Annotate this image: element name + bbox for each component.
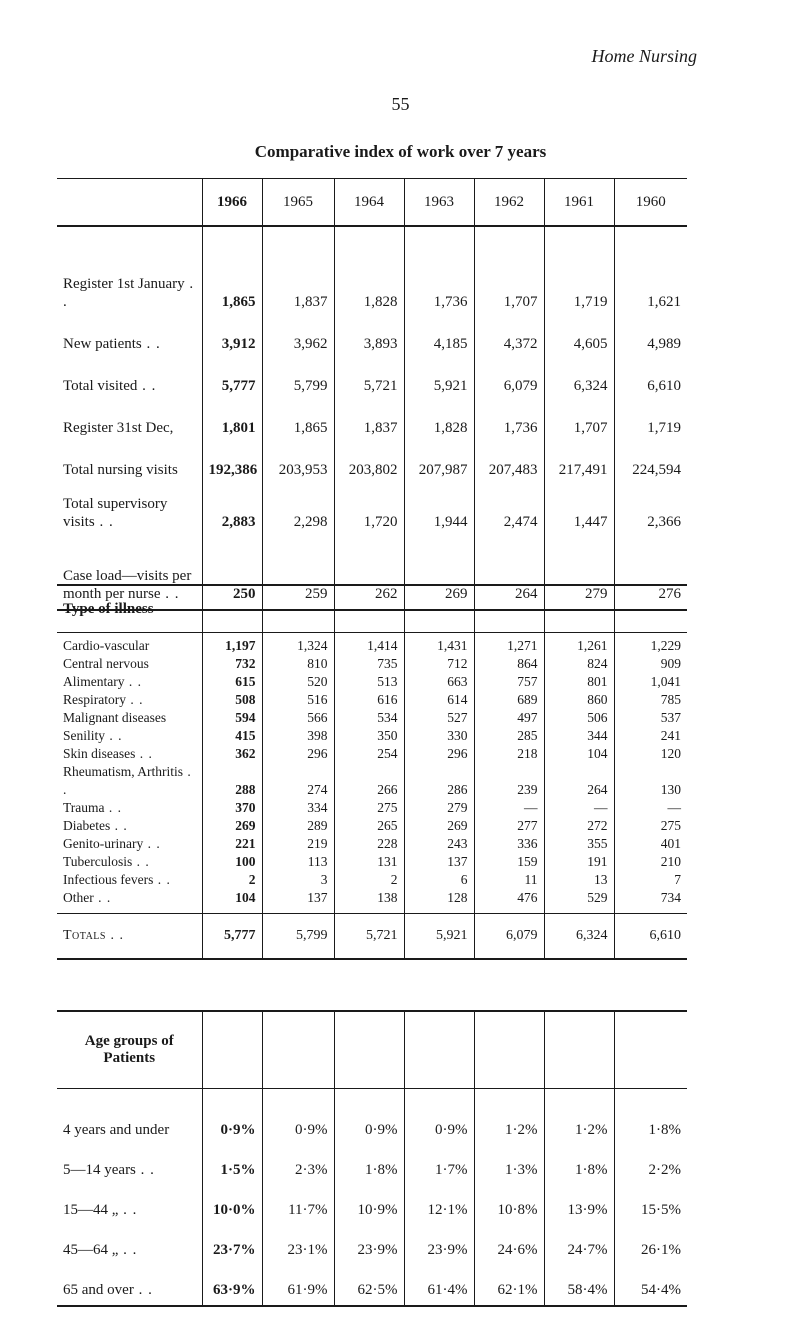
cell-1963: 1·7%: [404, 1141, 474, 1181]
cell-1965: 5,799: [262, 355, 334, 397]
cell-1960: 54·4%: [614, 1261, 687, 1306]
cell-1966: 1·5%: [202, 1141, 262, 1181]
cell-1963: 614: [404, 691, 474, 709]
cell-1960: 120: [614, 745, 687, 763]
illness-row: [57, 853, 687, 871]
cell-1965: 398: [262, 727, 334, 745]
cell-1961: 1·2%: [544, 1089, 614, 1142]
cell-1966: 2,883: [202, 481, 262, 533]
cell-1963: 1,828: [404, 397, 474, 439]
cell-1966: 1,865: [202, 226, 262, 313]
cell-1961: 1·8%: [544, 1141, 614, 1181]
cell-1960: 7: [614, 871, 687, 889]
cell-1960: 537: [614, 709, 687, 727]
cell-1962: 864: [474, 655, 544, 673]
cell-1966: 2: [202, 871, 262, 889]
cell-1963: 330: [404, 727, 474, 745]
cell-1966: 104: [202, 889, 262, 914]
row-label: 15—44 „ . .: [57, 1181, 202, 1221]
cell-1961: —: [544, 799, 614, 817]
cell-1965: 3,962: [262, 313, 334, 355]
illness-row: [57, 763, 687, 799]
cell-1961: 1,719: [544, 226, 614, 313]
row-label: Diabetes . .: [57, 817, 202, 835]
row-label: 5—14 years . .: [57, 1141, 202, 1181]
cell-1965: 566: [262, 709, 334, 727]
cell-1962: 689: [474, 691, 544, 709]
cell-1960: 785: [614, 691, 687, 709]
cell-1960: 6,610: [614, 355, 687, 397]
cell-1964: 23·9%: [334, 1221, 404, 1261]
header-blank: [474, 585, 544, 633]
cell-1964: 131: [334, 853, 404, 871]
cell-1962: 476: [474, 889, 544, 914]
cell-1960: 15·5%: [614, 1181, 687, 1221]
summary-row: [57, 355, 687, 397]
cell-1961: 824: [544, 655, 614, 673]
row-label: Other . .: [57, 889, 202, 914]
cell-1963: 243: [404, 835, 474, 853]
cell-1961: 24·7%: [544, 1221, 614, 1261]
cell-1965: 3: [262, 871, 334, 889]
cell-1962: 4,372: [474, 313, 544, 355]
summary-row: [57, 397, 687, 439]
cell-1962: 2,474: [474, 481, 544, 533]
cell-1963: 663: [404, 673, 474, 691]
cell-1960: 275: [614, 817, 687, 835]
summary-row: [57, 313, 687, 355]
cell-1965: 2·3%: [262, 1141, 334, 1181]
illness-row: [57, 633, 687, 656]
cell-1966: 362: [202, 745, 262, 763]
summary-row: [57, 226, 687, 313]
cell-1963: 712: [404, 655, 474, 673]
cell-1966: 269: [202, 817, 262, 835]
cell-1960: 1·8%: [614, 1089, 687, 1142]
cell-1965: 259: [262, 533, 334, 610]
cell-1964: 10·9%: [334, 1181, 404, 1221]
header-blank: [404, 1011, 474, 1089]
row-label: Register 1st January . .: [57, 226, 202, 313]
cell-1964: 254: [334, 745, 404, 763]
illness-row: [57, 673, 687, 691]
cell-1960: 276: [614, 533, 687, 610]
header-blank: [614, 585, 687, 633]
cell-1963: 12·1%: [404, 1181, 474, 1221]
row-label: Skin diseases . .: [57, 745, 202, 763]
cell-1966: 192,386: [202, 439, 262, 481]
cell-1960: 130: [614, 763, 687, 799]
running-header: Home Nursing: [591, 46, 697, 66]
cell-1965: 810: [262, 655, 334, 673]
year-header: 1963: [404, 179, 474, 227]
cell-1963: 128: [404, 889, 474, 914]
cell-1963: 61·4%: [404, 1261, 474, 1306]
row-label: Total nursing visits: [57, 439, 202, 481]
cell-1964: 5,721: [334, 355, 404, 397]
header-blank: [404, 585, 474, 633]
cell-1962: 10·8%: [474, 1181, 544, 1221]
cell-1963: 279: [404, 799, 474, 817]
totals-label: Totals . .: [57, 914, 202, 960]
cell-1960: 734: [614, 889, 687, 914]
cell-1962: —: [474, 799, 544, 817]
row-label: Case load—visits per month per nurse . .: [57, 533, 202, 610]
cell-1961: 1,447: [544, 481, 614, 533]
cell-1964: 275: [334, 799, 404, 817]
cell-1966: 370: [202, 799, 262, 817]
year-header: 1964: [334, 179, 404, 227]
cell-1964: 262: [334, 533, 404, 610]
cell-1961: 217,491: [544, 439, 614, 481]
cell-1965: 137: [262, 889, 334, 914]
cell-1960: 241: [614, 727, 687, 745]
year-header: 1960: [614, 179, 687, 227]
cell-1963: 269: [404, 533, 474, 610]
cell-1966: 100: [202, 853, 262, 871]
cell-1963: 296: [404, 745, 474, 763]
cell-1961: 104: [544, 745, 614, 763]
cell-1962: 757: [474, 673, 544, 691]
cell-1965: 1,837: [262, 226, 334, 313]
cell-1966: 221: [202, 835, 262, 853]
row-label: Alimentary . .: [57, 673, 202, 691]
cell-1961: 13·9%: [544, 1181, 614, 1221]
cell-1960: 210: [614, 853, 687, 871]
cell-1965: 274: [262, 763, 334, 799]
row-label: Respiratory . .: [57, 691, 202, 709]
total-1961: 6,324: [544, 914, 614, 960]
cell-1964: 2: [334, 871, 404, 889]
cell-1962: 1,271: [474, 633, 544, 656]
summary-row: [57, 439, 687, 481]
cell-1966: 3,912: [202, 313, 262, 355]
cell-1964: 0·9%: [334, 1089, 404, 1142]
header-blank: [262, 585, 334, 633]
total-1964: 5,721: [334, 914, 404, 960]
cell-1965: 516: [262, 691, 334, 709]
summary-row: [57, 481, 687, 533]
row-label: Central nervous: [57, 655, 202, 673]
age-row: [57, 1181, 687, 1221]
cell-1965: 1,865: [262, 397, 334, 439]
cell-1964: 266: [334, 763, 404, 799]
row-label: Register 31st Dec,: [57, 397, 202, 439]
age-row: [57, 1221, 687, 1261]
row-label: 45—64 „ . .: [57, 1221, 202, 1261]
year-header-row: [57, 179, 687, 227]
cell-1964: 228: [334, 835, 404, 853]
cell-1960: 909: [614, 655, 687, 673]
cell-1966: 508: [202, 691, 262, 709]
cell-1963: 137: [404, 853, 474, 871]
cell-1966: 63·9%: [202, 1261, 262, 1306]
row-label: Total visited . .: [57, 355, 202, 397]
row-label: Rheumatism, Arthritis . .: [57, 763, 202, 799]
cell-1960: 224,594: [614, 439, 687, 481]
cell-1960: 4,989: [614, 313, 687, 355]
cell-1961: 191: [544, 853, 614, 871]
cell-1962: 497: [474, 709, 544, 727]
header-blank: [334, 1011, 404, 1089]
cell-1961: 6,324: [544, 355, 614, 397]
total-1965: 5,799: [262, 914, 334, 960]
cell-1960: 26·1%: [614, 1221, 687, 1261]
cell-1965: 23·1%: [262, 1221, 334, 1261]
cell-1960: 2,366: [614, 481, 687, 533]
illness-row: [57, 799, 687, 817]
total-1966: 5,777: [202, 914, 262, 960]
header-blank: [614, 1011, 687, 1089]
header-blank: [544, 1011, 614, 1089]
cell-1962: 62·1%: [474, 1261, 544, 1306]
cell-1964: 350: [334, 727, 404, 745]
cell-1964: 3,893: [334, 313, 404, 355]
cell-1964: 1·8%: [334, 1141, 404, 1181]
cell-1961: 529: [544, 889, 614, 914]
row-label: Tuberculosis . .: [57, 853, 202, 871]
illness-row: [57, 745, 687, 763]
cell-1966: 615: [202, 673, 262, 691]
illness-header-row: [57, 585, 687, 633]
cell-1965: 11·7%: [262, 1181, 334, 1221]
cell-1960: 401: [614, 835, 687, 853]
header-blank: [544, 585, 614, 633]
cell-1966: 0·9%: [202, 1089, 262, 1142]
cell-1965: 520: [262, 673, 334, 691]
cell-1964: 1,828: [334, 226, 404, 313]
cell-1962: 336: [474, 835, 544, 853]
cell-1963: 527: [404, 709, 474, 727]
row-label: Malignant diseases: [57, 709, 202, 727]
cell-1965: 296: [262, 745, 334, 763]
age-groups-table: [57, 1010, 687, 1307]
cell-1962: 11: [474, 871, 544, 889]
age-row: [57, 1261, 687, 1306]
cell-1962: 24·6%: [474, 1221, 544, 1261]
cell-1964: 735: [334, 655, 404, 673]
year-header: 1965: [262, 179, 334, 227]
cell-1960: —: [614, 799, 687, 817]
row-label: Genito-urinary . .: [57, 835, 202, 853]
cell-1962: 1,736: [474, 397, 544, 439]
row-label: Senility . .: [57, 727, 202, 745]
year-header: 1966: [202, 179, 262, 227]
age-heading: Age groups of Patients: [57, 1011, 202, 1089]
cell-1961: 58·4%: [544, 1261, 614, 1306]
cell-1961: 506: [544, 709, 614, 727]
illness-row: [57, 817, 687, 835]
cell-1964: 513: [334, 673, 404, 691]
cell-1962: 1·3%: [474, 1141, 544, 1181]
cell-1960: 1,719: [614, 397, 687, 439]
cell-1961: 801: [544, 673, 614, 691]
cell-1964: 1,837: [334, 397, 404, 439]
cell-1960: 1,041: [614, 673, 687, 691]
cell-1961: 13: [544, 871, 614, 889]
cell-1963: 1,736: [404, 226, 474, 313]
cell-1966: 288: [202, 763, 262, 799]
age-row: [57, 1089, 687, 1142]
cell-1961: 272: [544, 817, 614, 835]
cell-1963: 0·9%: [404, 1089, 474, 1142]
summary-table: [57, 178, 687, 611]
illness-row: [57, 871, 687, 889]
total-1963: 5,921: [404, 914, 474, 960]
header-blank: [202, 1011, 262, 1089]
cell-1961: 355: [544, 835, 614, 853]
cell-1963: 1,431: [404, 633, 474, 656]
illness-row: [57, 655, 687, 673]
cell-1962: 1·2%: [474, 1089, 544, 1142]
cell-1965: 219: [262, 835, 334, 853]
illness-row: [57, 709, 687, 727]
header-blank: [202, 585, 262, 633]
cell-1961: 279: [544, 533, 614, 610]
cell-1965: 2,298: [262, 481, 334, 533]
totals-row: [57, 914, 687, 960]
cell-1963: 269: [404, 817, 474, 835]
cell-1966: 5,777: [202, 355, 262, 397]
cell-1963: 5,921: [404, 355, 474, 397]
illness-row: [57, 691, 687, 709]
cell-1962: 285: [474, 727, 544, 745]
total-1962: 6,079: [474, 914, 544, 960]
cell-1961: 344: [544, 727, 614, 745]
age-row: [57, 1141, 687, 1181]
cell-1962: 277: [474, 817, 544, 835]
cell-1965: 0·9%: [262, 1089, 334, 1142]
cell-1962: 207,483: [474, 439, 544, 481]
cell-1961: 860: [544, 691, 614, 709]
cell-1963: 6: [404, 871, 474, 889]
cell-1966: 1,801: [202, 397, 262, 439]
row-label: Cardio-vascular: [57, 633, 202, 656]
cell-1961: 264: [544, 763, 614, 799]
cell-1962: 264: [474, 533, 544, 610]
cell-1964: 616: [334, 691, 404, 709]
cell-1966: 594: [202, 709, 262, 727]
row-label: Trauma . .: [57, 799, 202, 817]
illness-table: [57, 584, 687, 960]
cell-1962: 1,707: [474, 226, 544, 313]
cell-1964: 1,720: [334, 481, 404, 533]
cell-1965: 289: [262, 817, 334, 835]
cell-1966: 250: [202, 533, 262, 610]
header-blank: [57, 179, 202, 227]
cell-1965: 203,953: [262, 439, 334, 481]
cell-1964: 534: [334, 709, 404, 727]
cell-1964: 265: [334, 817, 404, 835]
cell-1964: 1,414: [334, 633, 404, 656]
cell-1963: 4,185: [404, 313, 474, 355]
illness-row: [57, 727, 687, 745]
cell-1964: 138: [334, 889, 404, 914]
cell-1961: 1,261: [544, 633, 614, 656]
cell-1965: 334: [262, 799, 334, 817]
cell-1961: 4,605: [544, 313, 614, 355]
year-header: 1962: [474, 179, 544, 227]
cell-1961: 1,707: [544, 397, 614, 439]
header-blank: [262, 1011, 334, 1089]
cell-1966: 732: [202, 655, 262, 673]
cell-1966: 23·7%: [202, 1221, 262, 1261]
illness-row: [57, 835, 687, 853]
illness-heading: Type of illness: [57, 585, 202, 633]
cell-1966: 415: [202, 727, 262, 745]
cell-1960: 2·2%: [614, 1141, 687, 1181]
cell-1960: 1,621: [614, 226, 687, 313]
cell-1963: 207,987: [404, 439, 474, 481]
year-header: 1961: [544, 179, 614, 227]
cell-1960: 1,229: [614, 633, 687, 656]
cell-1965: 113: [262, 853, 334, 871]
page-number: 55: [391, 94, 410, 114]
header-blank: [334, 585, 404, 633]
cell-1965: 61·9%: [262, 1261, 334, 1306]
table-title: Comparative index of work over 7 years: [254, 142, 547, 161]
row-label: Infectious fevers . .: [57, 871, 202, 889]
row-label: 65 and over . .: [57, 1261, 202, 1306]
cell-1966: 1,197: [202, 633, 262, 656]
illness-row: [57, 889, 687, 914]
age-header-row: [57, 1011, 687, 1089]
cell-1962: 218: [474, 745, 544, 763]
cell-1963: 23·9%: [404, 1221, 474, 1261]
row-label: New patients . .: [57, 313, 202, 355]
row-label: 4 years and under: [57, 1089, 202, 1142]
row-label: Total supervisory visits . .: [57, 481, 202, 533]
cell-1963: 286: [404, 763, 474, 799]
cell-1962: 159: [474, 853, 544, 871]
cell-1962: 6,079: [474, 355, 544, 397]
cell-1962: 239: [474, 763, 544, 799]
cell-1964: 62·5%: [334, 1261, 404, 1306]
cell-1965: 1,324: [262, 633, 334, 656]
cell-1963: 1,944: [404, 481, 474, 533]
cell-1964: 203,802: [334, 439, 404, 481]
header-blank: [474, 1011, 544, 1089]
total-1960: 6,610: [614, 914, 687, 960]
cell-1966: 10·0%: [202, 1181, 262, 1221]
